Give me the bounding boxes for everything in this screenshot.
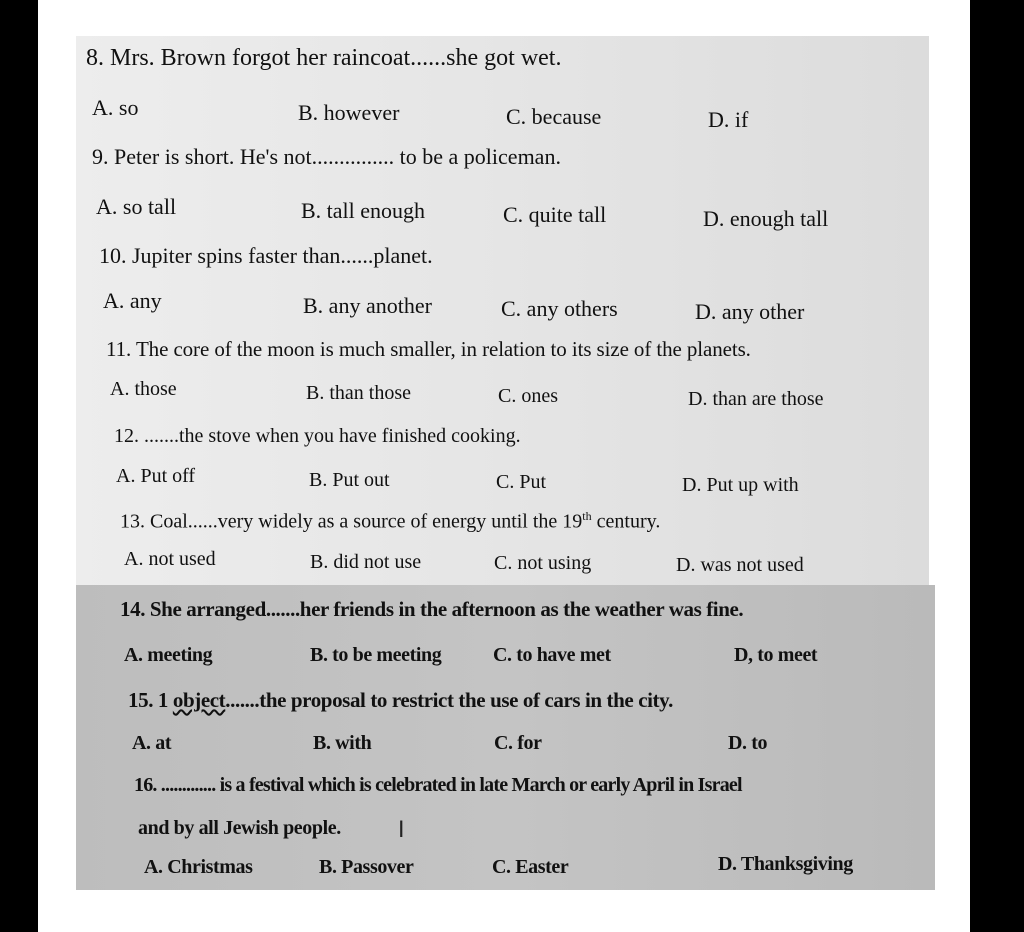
q15-option-b: B. with [313,732,372,754]
q14-option-c: C. to have met [493,644,611,666]
q16-option-c: C. Easter [492,856,569,878]
q15-option-d: D. to [728,732,768,754]
question-11: 11. The core of the moon is much smaller, in relation to its size of the planets. [106,337,751,361]
q11-option-a: A. those [110,378,177,400]
q13-option-d: D. was not used [676,554,804,576]
q11-option-b: B. than those [306,382,411,404]
question-15-text-end: .......the proposal to restrict the use of cars in the city. [225,688,673,712]
question-15-underlined-word: object [172,688,226,712]
question-13-superscript: th [582,509,592,523]
q8-option-d: D. if [708,107,749,132]
q15-option-c: C. for [494,732,542,754]
question-13-text-end: century. [591,510,661,533]
q9-option-a: A. so tall [96,194,177,219]
q8-option-a: A. so [92,95,139,120]
q12-option-d: D. Put up with [682,474,799,496]
q16-option-b: B. Passover [319,856,414,878]
q10-option-d: D. any other [695,299,805,324]
q9-option-b: B. tall enough [301,198,426,223]
q16-option-d: D. Thanksgiving [718,853,853,875]
q15-option-a: A. at [132,732,172,754]
q10-option-c: C. any others [501,296,618,321]
q10-option-b: B. any another [303,293,432,318]
q14-option-d: D, to meet [734,644,818,666]
question-13 [120,509,660,534]
q16-option-a: A. Christmas [144,856,253,878]
question-14: 14. She arranged.......her friends in the afternoon as the weather was fine. [120,597,744,621]
question-8: 8. Mrs. Brown forgot her raincoat......she got wet. [86,45,562,71]
question-13-text: 13. Coal......very widely as a source of energy until the 19 [120,510,583,533]
q9-option-d: D. enough tall [703,206,829,231]
text-cursor-icon: I [398,818,405,843]
question-15 [128,688,673,713]
q14-option-b: B. to be meeting [310,644,442,666]
q8-option-c: C. because [506,104,602,129]
q11-option-d: D. than are those [688,388,824,410]
q10-option-a: A. any [103,288,162,313]
q11-option-c: C. ones [498,385,558,407]
q9-option-c: C. quite tall [503,202,607,227]
q12-option-a: A. Put off [116,465,196,487]
q12-option-c: C. Put [496,471,547,493]
q14-option-a: A. meeting [124,644,213,666]
q12-option-b: B. Put out [309,469,390,491]
question-16-line-1: 16. ............. is a festival which is celebrated in late March or early April in Israel [134,774,742,796]
q13-option-c: C. not using [494,552,592,574]
q13-option-a: A. not used [124,548,216,570]
q8-option-b: B. however [298,100,400,125]
question-12: 12. .......the stove when you have finished cooking. [114,425,521,447]
question-9: 9. Peter is short. He's not............... to be a policeman. [92,144,561,169]
question-10: 10. Jupiter spins faster than......planet. [99,243,433,268]
q13-option-b: B. did not use [310,551,422,573]
question-16-line-2: and by all Jewish people. [138,817,341,839]
question-15-text: 15. 1 [128,688,173,712]
